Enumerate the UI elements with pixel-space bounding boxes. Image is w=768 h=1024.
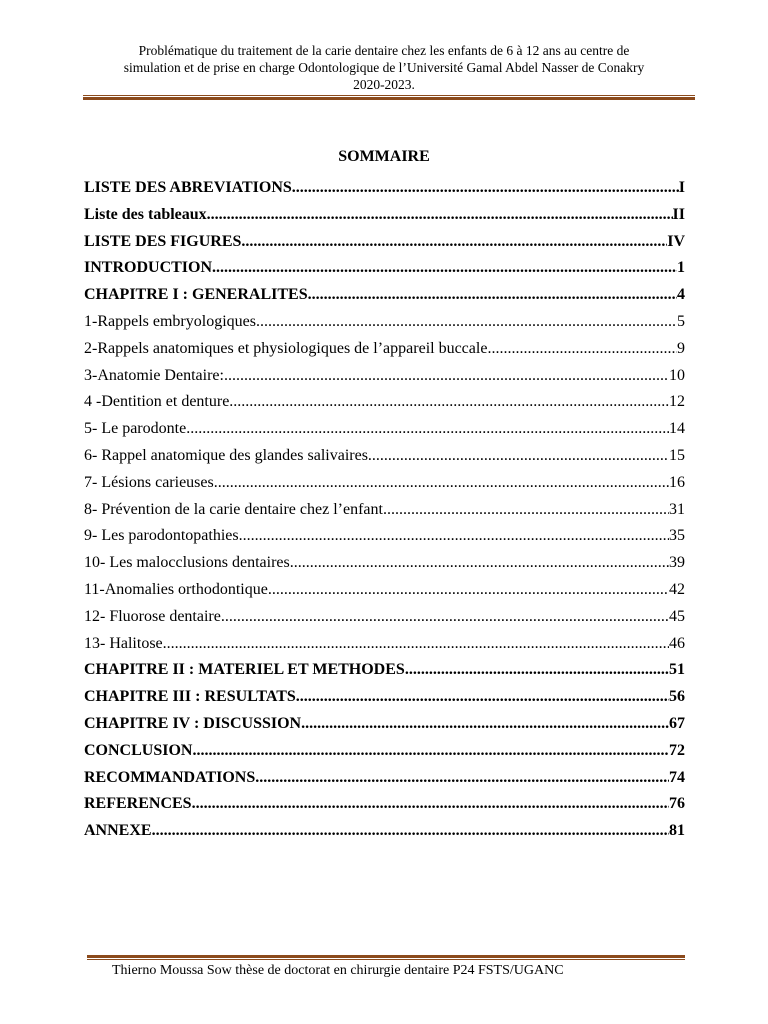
toc-entry-section-6[interactable]	[84, 443, 685, 470]
toc-entry-label: LISTE DES ABREVIATIONS	[84, 179, 292, 196]
toc-entry-page: 16	[669, 473, 685, 491]
leader-dots	[256, 309, 677, 336]
header-line-3: 2020-2023.	[353, 77, 415, 92]
toc-entry-page: 67	[669, 714, 685, 732]
leader-dots	[292, 175, 679, 202]
toc-entry-abreviations[interactable]	[84, 175, 685, 202]
toc-entry-section-3[interactable]	[84, 363, 685, 390]
toc-entry-chapitre-4[interactable]	[84, 711, 685, 738]
toc-entry-page: 46	[669, 634, 685, 652]
toc-entry-page: 72	[669, 741, 685, 759]
leader-dots	[255, 765, 669, 792]
toc-entry-chapitre-1[interactable]	[84, 282, 685, 309]
toc-entry-page: 15	[669, 446, 685, 464]
toc-entry-label: ANNEXE	[84, 822, 152, 840]
toc-entry-section-12[interactable]	[84, 604, 685, 631]
leader-dots	[301, 711, 669, 738]
toc-entry-section-8[interactable]	[84, 497, 685, 524]
toc-entry-label: 9- Les parodontopathies	[84, 527, 239, 545]
toc-entry-page: 81	[669, 822, 685, 840]
toc-entry-label: 8- Prévention de la carie dentaire chez l’enfant	[84, 500, 383, 518]
leader-dots	[229, 389, 669, 416]
toc-entry-page: IV	[667, 232, 685, 250]
toc-entry-label: 12- Fluorose dentaire	[84, 607, 221, 625]
toc-entry-page: 9	[677, 339, 685, 357]
toc-entry-page: 10	[669, 366, 685, 384]
toc-entry-page: 31	[669, 500, 685, 518]
toc-entry-label: RECOMMANDATIONS	[84, 768, 256, 786]
leader-dots	[383, 497, 669, 524]
toc-entry-page: 56	[669, 688, 685, 706]
table-of-contents	[84, 175, 685, 845]
header-rule	[83, 95, 695, 100]
toc-entry-label: CONCLUSION	[84, 741, 193, 759]
toc-entry-page: I	[678, 179, 685, 196]
toc-entry-label: Liste des tableaux	[84, 205, 207, 223]
header-line-1: Problématique du traitement de la carie dentaire chez les enfants de 6 à 12 ans au centre de	[138, 43, 630, 58]
toc-entry-page: 14	[669, 420, 685, 438]
toc-entry-label: CHAPITRE III : RESULTATS	[84, 688, 296, 706]
toc-entry-section-9[interactable]	[84, 523, 685, 550]
page-header	[80, 42, 688, 93]
leader-dots	[224, 363, 669, 390]
toc-title: SOMMAIRE	[338, 148, 430, 165]
toc-entry-label: 6- Rappel anatomique des glandes salivaires	[84, 446, 368, 464]
toc-entry-tableaux[interactable]	[84, 202, 685, 229]
toc-entry-section-10[interactable]	[84, 550, 685, 577]
toc-entry-section-5[interactable]	[84, 416, 685, 443]
toc-entry-page: 76	[669, 795, 685, 813]
toc-entry-introduction[interactable]	[84, 255, 685, 282]
toc-entry-page: 39	[669, 554, 685, 572]
toc-entry-page: II	[672, 205, 685, 223]
toc-entry-label: 7- Lésions carieuses	[84, 473, 214, 491]
leader-dots	[221, 604, 669, 631]
toc-entry-label: 4 -Dentition et denture	[84, 393, 230, 411]
leader-dots	[212, 255, 677, 282]
leader-dots	[207, 202, 673, 229]
leader-dots	[192, 738, 669, 765]
toc-entry-page: 51	[669, 661, 685, 679]
leader-dots	[487, 336, 677, 363]
toc-entry-label: 3-Anatomie Dentaire:	[84, 366, 224, 384]
leader-dots	[239, 523, 669, 550]
toc-entry-section-11[interactable]	[84, 577, 685, 604]
toc-entry-page: 4	[677, 286, 685, 304]
leader-dots	[290, 550, 669, 577]
leader-dots	[296, 684, 669, 711]
toc-entry-chapitre-3[interactable]	[84, 684, 685, 711]
toc-entry-section-1[interactable]	[84, 309, 685, 336]
toc-entry-label: 11-Anomalies orthodontique	[84, 580, 268, 598]
toc-entry-page: 1	[677, 259, 685, 277]
toc-entry-label: 13- Halitose	[84, 634, 163, 652]
toc-entry-page: 35	[669, 527, 685, 545]
footer-rule	[87, 955, 685, 960]
toc-entry-recommandations[interactable]	[84, 765, 685, 792]
toc-entry-label: 1-Rappels embryologiques	[84, 312, 256, 330]
header-line-2: simulation et de prise en charge Odontologique de l’Université Gamal Abdel Nasser de Conakry	[123, 60, 645, 75]
toc-entry-label: 10- Les malocclusions dentaires	[84, 554, 290, 572]
leader-dots	[368, 443, 669, 470]
toc-entry-page: 12	[669, 393, 685, 411]
toc-entry-page: 42	[669, 580, 685, 598]
toc-entry-section-13[interactable]	[84, 631, 685, 658]
toc-entry-label: LISTE DES FIGURES	[84, 232, 242, 250]
leader-dots	[192, 791, 669, 818]
leader-dots	[308, 282, 677, 309]
page-footer: Thierno Moussa Sow thèse de doctorat en chirurgie dentaire P24 FSTS/UGANC	[112, 963, 564, 978]
toc-entry-label: CHAPITRE II : MATERIEL ET METHODES	[84, 661, 405, 679]
toc-entry-figures[interactable]	[84, 229, 685, 256]
toc-entry-label: 2-Rappels anatomiques et physiologiques de l’appareil buccale	[84, 339, 488, 357]
toc-entry-label: CHAPITRE I : GENERALITES	[84, 286, 308, 304]
toc-entry-label: INTRODUCTION	[84, 259, 213, 277]
toc-entry-conclusion[interactable]	[84, 738, 685, 765]
leader-dots	[163, 631, 669, 658]
toc-entry-page: 74	[669, 768, 685, 786]
leader-dots	[405, 657, 669, 684]
toc-entry-page: 45	[669, 607, 685, 625]
toc-entry-references[interactable]	[84, 791, 685, 818]
toc-entry-annexe[interactable]	[84, 818, 685, 845]
toc-entry-section-2[interactable]	[84, 336, 685, 363]
toc-entry-label: CHAPITRE IV : DISCUSSION	[84, 714, 302, 732]
toc-entry-page: 5	[677, 312, 685, 330]
toc-entry-section-7[interactable]	[84, 470, 685, 497]
toc-entry-label: REFERENCES	[84, 795, 192, 813]
toc-entry-chapitre-2[interactable]	[84, 657, 685, 684]
leader-dots	[268, 577, 669, 604]
toc-entry-section-4[interactable]	[84, 389, 685, 416]
leader-dots	[214, 470, 669, 497]
leader-dots	[186, 416, 669, 443]
leader-dots	[241, 229, 667, 256]
leader-dots	[152, 818, 669, 845]
toc-entry-label: 5- Le parodonte	[84, 420, 187, 438]
